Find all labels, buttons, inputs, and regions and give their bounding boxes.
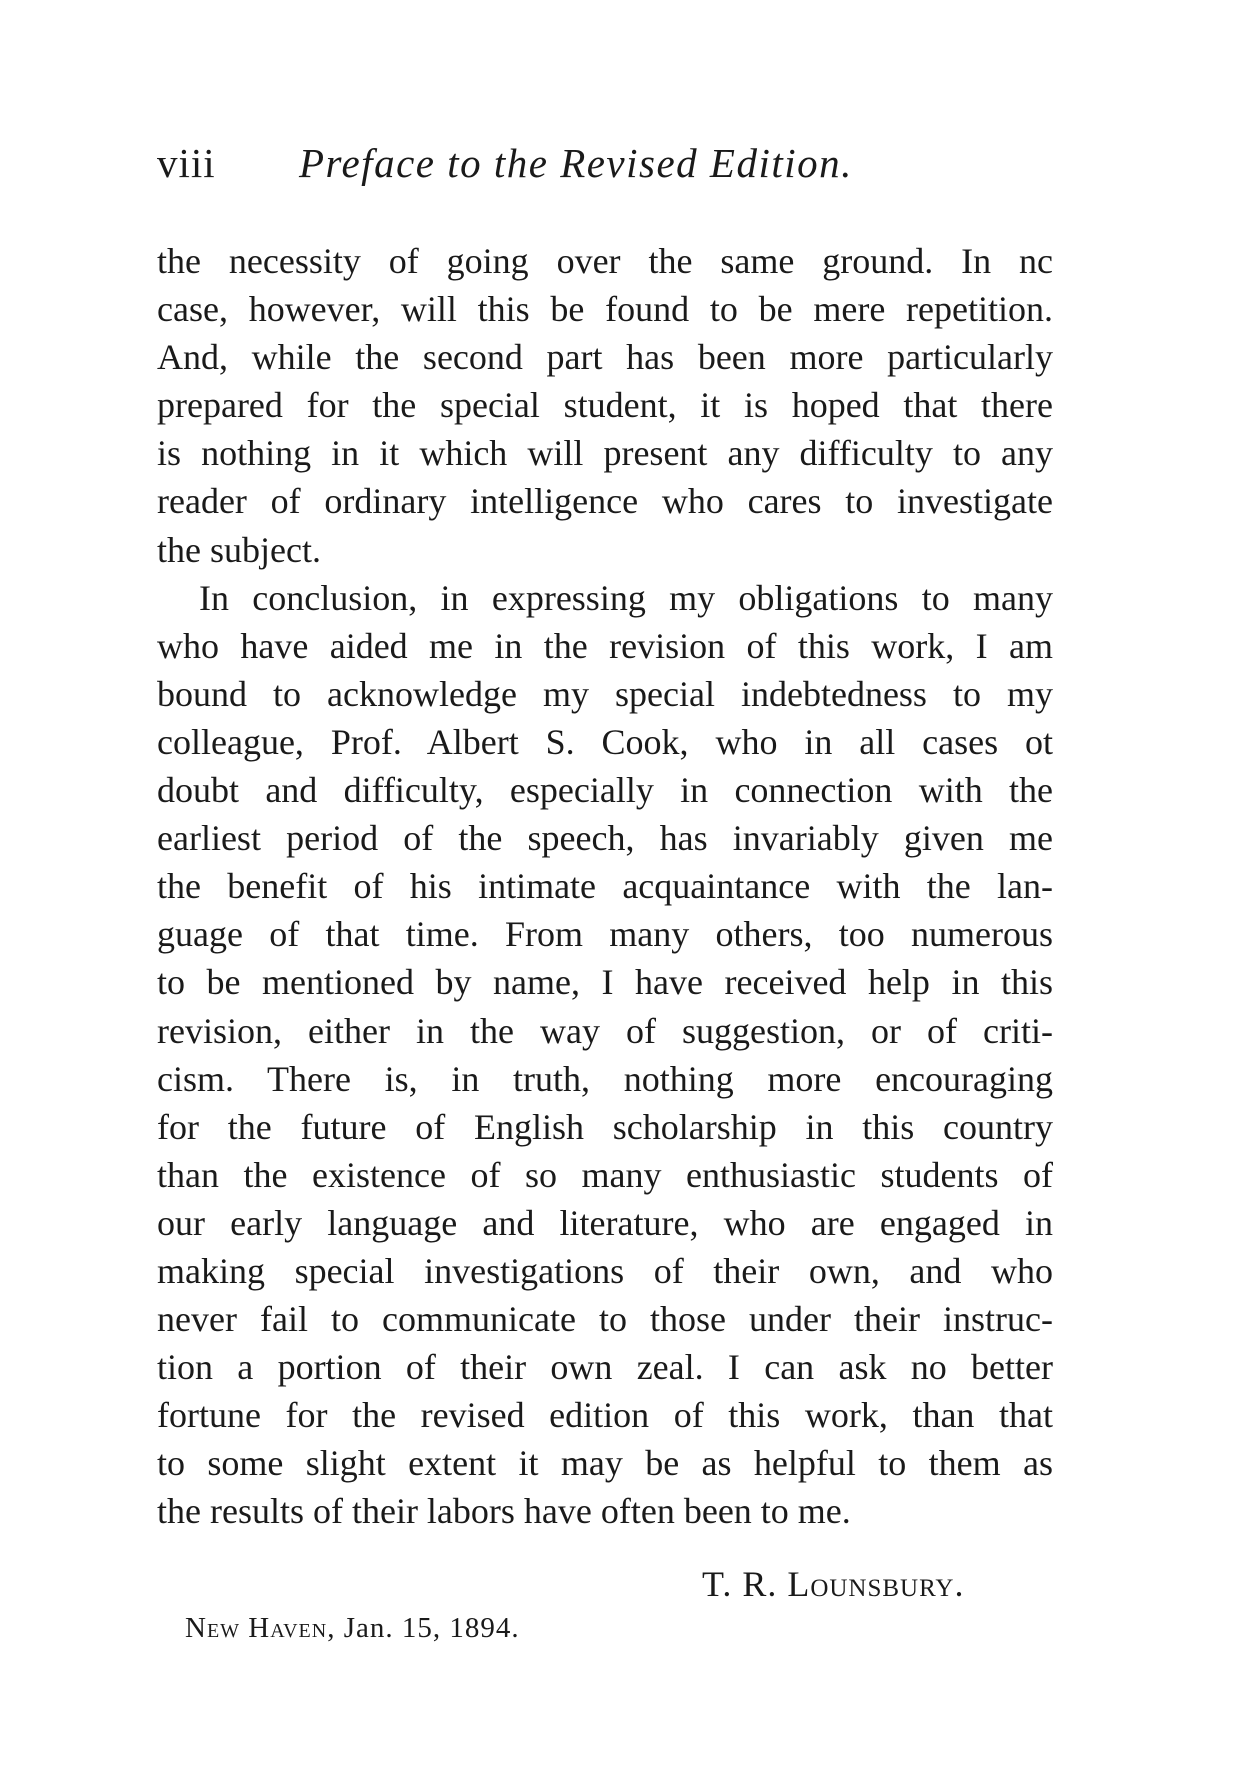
running-head bbox=[157, 140, 853, 186]
page-number: viii bbox=[157, 140, 216, 186]
dateline-place: New Haven, bbox=[185, 1612, 336, 1644]
text-line: In conclusion, in expressing my obligations to many bbox=[199, 577, 1053, 618]
text-line: than the existence of so many enthusiastic students of bbox=[157, 1154, 1053, 1195]
text-line: the necessity of going over the same ground. In nc bbox=[157, 241, 1053, 281]
text-line: to some slight extent it may be as helpful to them as bbox=[157, 1443, 1053, 1484]
text-line: who have aided me in the revision of this work, I am bbox=[157, 625, 1053, 666]
dateline bbox=[185, 1612, 520, 1645]
text-line: the subject. bbox=[157, 529, 321, 570]
text-line: earliest period of the speech, has invariably given me bbox=[157, 818, 1053, 859]
text-line: guage of that time. From many others, too numerous bbox=[157, 914, 1053, 955]
text-line: And, while the second part has been more particularly bbox=[157, 337, 1053, 378]
text-line: revision, either in the way of suggestion, or of criti- bbox=[157, 1010, 1053, 1051]
text-line: for the future of English scholarship in this country bbox=[157, 1106, 1053, 1147]
running-head-title: Preface to the Revised Edition. bbox=[299, 140, 853, 186]
text-line: doubt and difficulty, especially in connection with the bbox=[157, 770, 1053, 811]
text-line: our early language and literature, who are engaged in bbox=[157, 1202, 1053, 1243]
body-text bbox=[157, 237, 1053, 1536]
text-line: making special investigations of their own, and who bbox=[157, 1250, 1053, 1291]
text-line: bound to acknowledge my special indebtedness to my bbox=[157, 673, 1053, 714]
text-line: prepared for the special student, it is hoped that there bbox=[157, 385, 1053, 426]
text-line: cism. There is, in truth, nothing more encouraging bbox=[157, 1058, 1053, 1099]
text-line: tion a portion of their own zeal. I can ask no better bbox=[157, 1347, 1053, 1388]
text-line: never fail to communicate to those under their instruc- bbox=[157, 1299, 1053, 1340]
text-line: reader of ordinary intelligence who cares to investigate bbox=[157, 481, 1053, 522]
text-line: case, however, will this be found to be mere repetition. bbox=[157, 289, 1053, 330]
text-line: fortune for the revised edition of this work, than that bbox=[157, 1395, 1053, 1436]
text-line: the benefit of his intimate acquaintance with the lan- bbox=[157, 866, 1053, 907]
text-line: to be mentioned by name, I have received help in this bbox=[157, 962, 1053, 1003]
text-line: the results of their labors have often been to me. bbox=[157, 1491, 851, 1532]
text-line: colleague, Prof. Albert S. Cook, who in all cases ot bbox=[157, 721, 1053, 762]
text-line: is nothing in it which will present any difficulty to any bbox=[157, 433, 1053, 474]
author-signature: T. R. Lounsbury. bbox=[702, 1564, 965, 1604]
dateline-date: Jan. 15, 1894. bbox=[343, 1612, 520, 1644]
